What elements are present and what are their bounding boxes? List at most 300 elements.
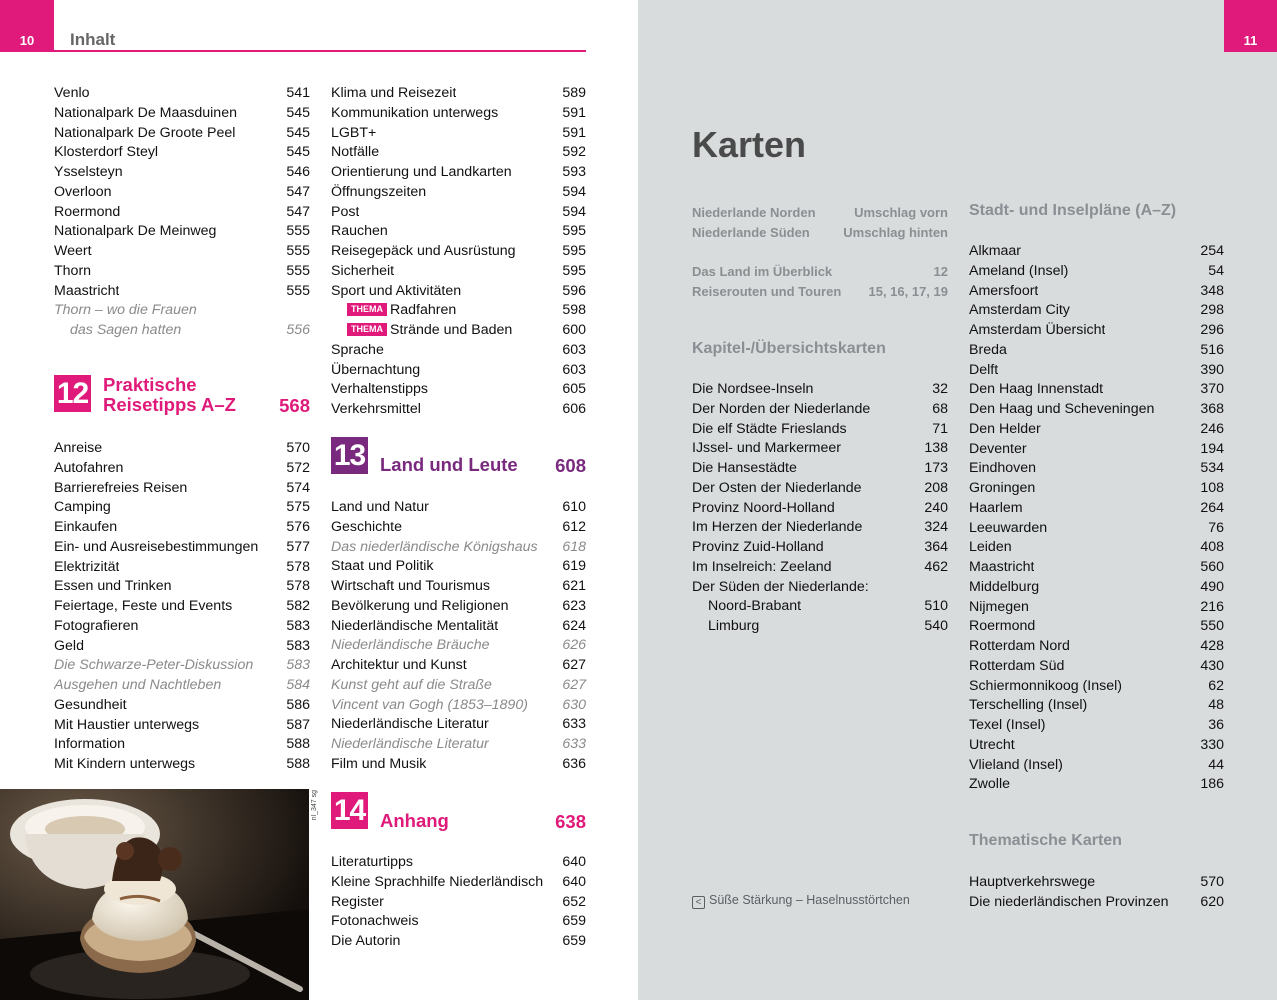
toc-entry-text: Der Osten der Niederlande bbox=[692, 479, 862, 496]
toc-entry-title bbox=[969, 321, 1105, 341]
toc-entry-text: Utrecht bbox=[969, 736, 1015, 753]
toc-entry[interactable] bbox=[969, 677, 1224, 697]
toc-entry[interactable] bbox=[969, 341, 1224, 361]
toc-entry-title bbox=[692, 597, 801, 617]
toc-entry[interactable] bbox=[54, 498, 310, 518]
toc-entry-title bbox=[331, 400, 421, 420]
toc-entry[interactable] bbox=[692, 479, 948, 499]
toc-entry-text: Weert bbox=[54, 243, 92, 259]
toc-entry-page: 324 bbox=[924, 519, 948, 536]
toc-entry[interactable] bbox=[54, 242, 310, 262]
toc-entry-text: Zwolle bbox=[969, 776, 1010, 793]
toc-entry-text: Information bbox=[54, 736, 125, 753]
toc-entry-text: Die Nordsee-Inseln bbox=[692, 381, 814, 397]
toc-entry-page: 659 bbox=[562, 933, 586, 949]
toc-entry-title bbox=[969, 716, 1045, 736]
toc-entry[interactable] bbox=[331, 597, 586, 617]
toc-entry[interactable] bbox=[969, 519, 1224, 539]
toc-entry[interactable] bbox=[331, 84, 586, 104]
toc-entry-page: 15, 16, 17, 19 bbox=[868, 284, 948, 299]
toc-entry-title bbox=[331, 143, 379, 163]
toc-entry[interactable] bbox=[969, 499, 1224, 519]
toc-entry[interactable] bbox=[969, 282, 1224, 302]
toc-entry[interactable] bbox=[54, 538, 310, 558]
toc-entry-title bbox=[54, 301, 197, 321]
toc-entry[interactable] bbox=[54, 735, 310, 755]
toc-entry-text: Barrierefreies Reisen bbox=[54, 479, 188, 496]
toc-entry-text: Delft bbox=[969, 361, 999, 378]
toc-entry-page: 570 bbox=[1200, 874, 1224, 890]
cake-photo bbox=[0, 789, 309, 1000]
toc-entry[interactable] bbox=[692, 538, 948, 558]
toc-entry[interactable] bbox=[969, 756, 1224, 776]
toc-entry[interactable] bbox=[969, 400, 1224, 420]
toc-entry-title bbox=[969, 242, 1021, 262]
toc-entry[interactable] bbox=[969, 459, 1224, 479]
toc-entry-title bbox=[331, 341, 384, 361]
toc-entry-text: Geld bbox=[54, 637, 84, 654]
toc-entry-text: Reisegepäck und Ausrüstung bbox=[331, 243, 516, 259]
toc-entry-title bbox=[331, 84, 456, 104]
toc-entry-page: 541 bbox=[286, 85, 310, 101]
toc-entry[interactable] bbox=[969, 558, 1224, 578]
toc-entry[interactable] bbox=[54, 222, 310, 242]
toc-entry-text: Den Helder bbox=[969, 420, 1041, 437]
toc-entry-page: 12 bbox=[933, 264, 948, 279]
toc-entry[interactable] bbox=[54, 597, 310, 617]
chapter-title-line1: Praktische bbox=[103, 374, 197, 395]
toc-entry-text: Im Inselreich: Zeeland bbox=[692, 558, 832, 575]
toc-entry-title bbox=[331, 715, 489, 735]
toc-entry-page: 570 bbox=[286, 440, 310, 456]
toc-entry[interactable] bbox=[54, 696, 310, 716]
toc-entry[interactable] bbox=[54, 262, 310, 282]
toc-entry-text: Den Haag Innenstadt bbox=[969, 381, 1104, 398]
toc-entry[interactable] bbox=[331, 222, 586, 242]
toc-entry[interactable] bbox=[54, 301, 310, 321]
toc-entry-page: 48 bbox=[1208, 697, 1224, 714]
chapter-13-heading[interactable] bbox=[331, 437, 586, 477]
toc-entry-text: Ameland (Insel) bbox=[969, 262, 1069, 279]
toc-entry-page: 264 bbox=[1200, 499, 1224, 516]
chapter-maps-list bbox=[692, 380, 948, 637]
toc-entry-title bbox=[692, 400, 870, 420]
toc-entry-title bbox=[331, 597, 508, 617]
toc-entry-text: Middelburg bbox=[969, 578, 1040, 595]
toc-entry[interactable] bbox=[54, 755, 310, 775]
toc-entry[interactable] bbox=[969, 637, 1224, 657]
toc-entry-page: 555 bbox=[286, 223, 310, 240]
toc-entry-page: 610 bbox=[562, 499, 586, 515]
toc-entry-page: 623 bbox=[562, 597, 586, 614]
toc-entry-page: 254 bbox=[1200, 243, 1224, 259]
toc-entry-title bbox=[54, 459, 123, 479]
toc-entry-title bbox=[54, 597, 232, 617]
toc-entry-text: Haarlem bbox=[969, 499, 1023, 516]
toc-entry-page: 547 bbox=[286, 203, 310, 220]
toc-entry-page: 630 bbox=[562, 696, 586, 713]
toc-entry-text: Der Norden der Niederlande bbox=[692, 400, 871, 417]
toc-entry-title bbox=[692, 282, 841, 302]
thematic-maps-list bbox=[969, 873, 1224, 913]
toc-entry-title bbox=[54, 716, 199, 736]
toc-entry[interactable] bbox=[969, 696, 1224, 716]
chapter-number: 13 bbox=[331, 437, 368, 474]
toc-entry-title bbox=[692, 203, 816, 223]
toc-entry-page: 600 bbox=[562, 322, 586, 338]
toc-entry-title bbox=[54, 104, 237, 124]
toc-entry-text: Fotografieren bbox=[54, 617, 139, 634]
toc-entry-page: 584 bbox=[286, 677, 310, 693]
toc-entry-page: 574 bbox=[286, 479, 310, 496]
toc-entry-text: Ausgehen und Nachtleben bbox=[54, 677, 222, 693]
toc-entry[interactable] bbox=[54, 518, 310, 538]
toc-entry-title bbox=[331, 380, 428, 400]
toc-entry[interactable] bbox=[969, 479, 1224, 499]
toc-entry-title bbox=[54, 242, 92, 262]
toc-entry-text: Notfälle bbox=[331, 144, 380, 161]
toc-entry-title bbox=[54, 321, 181, 341]
toc-entry[interactable] bbox=[969, 321, 1224, 341]
hazelnut-tartlet-image bbox=[0, 789, 309, 1000]
toc-entry[interactable] bbox=[331, 301, 586, 321]
toc-entry-text: Terschelling (Insel) bbox=[969, 697, 1088, 714]
toc-entry[interactable] bbox=[692, 597, 948, 617]
toc-entry-title bbox=[969, 538, 1012, 558]
toc-entry-title bbox=[331, 301, 456, 321]
toc-entry-title bbox=[331, 676, 492, 696]
toc-entry[interactable] bbox=[54, 183, 310, 203]
toc-entry-text: Texel (Insel) bbox=[969, 717, 1046, 733]
toc-entry-title bbox=[969, 380, 1103, 400]
toc-entry[interactable] bbox=[331, 380, 586, 400]
toc-entry-page: 588 bbox=[286, 736, 310, 753]
toc-entry-text: Klosterdorf Steyl bbox=[54, 144, 159, 161]
toc-entry[interactable] bbox=[331, 715, 586, 735]
toc-entry-text: Amsterdam Übersicht bbox=[969, 322, 1106, 338]
toc-entry[interactable] bbox=[331, 341, 586, 361]
toc-entry-text: Niederlande Süden bbox=[692, 225, 810, 240]
toc-entry-page: 62 bbox=[1208, 677, 1224, 694]
toc-entry-title bbox=[969, 400, 1154, 420]
toc-entry[interactable] bbox=[692, 617, 948, 637]
toc-entry-page: 555 bbox=[286, 282, 310, 299]
toc-entry-text: Einkaufen bbox=[54, 519, 118, 535]
toc-entry-text: Ysselsteyn bbox=[54, 164, 123, 180]
toc-entry-title bbox=[692, 538, 824, 558]
toc-entry[interactable] bbox=[54, 479, 310, 499]
toc-entry[interactable] bbox=[331, 361, 586, 381]
toc-entry[interactable] bbox=[692, 400, 948, 420]
toc-entry[interactable] bbox=[331, 577, 586, 597]
toc-entry[interactable] bbox=[331, 400, 586, 420]
toc-entry[interactable] bbox=[692, 439, 948, 459]
toc-entry-title bbox=[969, 677, 1122, 697]
toc-list-col2-bottom bbox=[331, 853, 586, 952]
toc-entry-page: 534 bbox=[1200, 460, 1224, 477]
toc-entry-page: 370 bbox=[1200, 381, 1224, 398]
toc-entry[interactable] bbox=[54, 558, 310, 578]
toc-entry-text: Noord-Brabant bbox=[708, 598, 802, 615]
toc-entry[interactable] bbox=[54, 459, 310, 479]
toc-entry[interactable] bbox=[969, 380, 1224, 400]
toc-entry-title bbox=[331, 222, 388, 242]
toc-entry-text: Alkmaar bbox=[969, 243, 1022, 259]
toc-entry[interactable] bbox=[331, 183, 586, 203]
toc-entry-page: 606 bbox=[562, 401, 586, 417]
toc-entry[interactable] bbox=[331, 143, 586, 163]
toc-entry-title bbox=[969, 893, 1169, 913]
toc-entry[interactable] bbox=[969, 242, 1224, 262]
toc-entry-page: 138 bbox=[924, 440, 948, 457]
toc-entry-title bbox=[969, 479, 1035, 499]
toc-entry[interactable] bbox=[331, 735, 586, 755]
chapter-12-heading[interactable] bbox=[54, 375, 310, 415]
toc-entry[interactable] bbox=[54, 143, 310, 163]
toc-entry[interactable] bbox=[331, 696, 586, 716]
toc-entry[interactable] bbox=[331, 203, 586, 223]
toc-entry-page: 173 bbox=[924, 460, 948, 476]
toc-entry-text: Provinz Zuid-Holland bbox=[692, 539, 824, 555]
toc-entry-text: Feiertage, Feste und Events bbox=[54, 598, 233, 614]
toc-entry[interactable] bbox=[692, 262, 948, 282]
chapter-number: 14 bbox=[331, 792, 368, 829]
photo-credit: nl_347 sg bbox=[311, 790, 318, 821]
toc-entry-page: 408 bbox=[1200, 539, 1224, 556]
toc-entry[interactable] bbox=[54, 203, 310, 223]
toc-entry[interactable] bbox=[331, 676, 586, 696]
toc-entry[interactable] bbox=[54, 104, 310, 124]
toc-entry-page: 577 bbox=[286, 538, 310, 555]
toc-entry[interactable] bbox=[331, 124, 586, 144]
toc-entry[interactable] bbox=[54, 163, 310, 183]
chapter-14-heading[interactable] bbox=[331, 792, 586, 832]
toc-entry-title bbox=[969, 420, 1041, 440]
toc-entry[interactable] bbox=[969, 301, 1224, 321]
toc-entry[interactable] bbox=[692, 558, 948, 578]
toc-entry[interactable] bbox=[969, 420, 1224, 440]
toc-entry-title bbox=[692, 380, 813, 400]
toc-entry[interactable] bbox=[969, 617, 1224, 637]
toc-entry-text: Ein- und Ausreisebestimmungen bbox=[54, 538, 259, 555]
toc-entry-title bbox=[331, 498, 429, 518]
toc-entry[interactable] bbox=[969, 873, 1224, 893]
toc-entry-text: Film und Musik bbox=[331, 755, 427, 772]
toc-entry-title bbox=[331, 617, 498, 637]
toc-entry-title bbox=[331, 735, 489, 755]
toc-entry-page: 588 bbox=[286, 756, 310, 772]
toc-entry[interactable] bbox=[54, 577, 310, 597]
toc-entry-page: 240 bbox=[924, 499, 948, 516]
toc-entry-text: Sicherheit bbox=[331, 262, 395, 279]
toc-entry-page: 640 bbox=[562, 854, 586, 870]
toc-entry-text: Gesundheit bbox=[54, 696, 127, 713]
toc-entry[interactable] bbox=[969, 893, 1224, 913]
toc-entry-page: 555 bbox=[286, 243, 310, 259]
toc-entry-page: 330 bbox=[1200, 736, 1224, 753]
toc-entry[interactable] bbox=[54, 716, 310, 736]
toc-entry-title bbox=[969, 341, 1007, 361]
toc-entry[interactable] bbox=[331, 242, 586, 262]
toc-entry-title bbox=[54, 518, 117, 538]
toc-entry-text: Bevölkerung und Religionen bbox=[331, 597, 509, 614]
toc-entry[interactable] bbox=[331, 617, 586, 637]
toc-entry[interactable] bbox=[331, 321, 586, 341]
toc-entry[interactable] bbox=[54, 84, 310, 104]
toc-entry[interactable] bbox=[331, 853, 586, 873]
toc-entry-page: 575 bbox=[286, 499, 310, 516]
toc-entry[interactable] bbox=[969, 538, 1224, 558]
toc-entry-text: Literaturtipps bbox=[331, 854, 414, 870]
toc-entry[interactable] bbox=[54, 282, 310, 302]
toc-entry-text: Nationalpark De Groote Peel bbox=[54, 124, 236, 141]
toc-entry[interactable] bbox=[54, 321, 310, 341]
toc-entry[interactable] bbox=[969, 598, 1224, 618]
toc-entry-text: Schiermonnikoog (Insel) bbox=[969, 677, 1122, 694]
toc-entry-page: Umschlag vorn bbox=[854, 205, 948, 220]
toc-entry[interactable] bbox=[331, 755, 586, 775]
toc-entry-text: Architektur und Kunst bbox=[331, 657, 467, 673]
toc-entry[interactable] bbox=[331, 893, 586, 913]
toc-entry-text: Register bbox=[331, 893, 384, 910]
toc-entry-title bbox=[969, 361, 998, 381]
toc-entry[interactable] bbox=[692, 380, 948, 400]
toc-entry[interactable] bbox=[692, 420, 948, 440]
toc-entry-title bbox=[331, 577, 490, 597]
toc-entry-page: 545 bbox=[286, 104, 310, 121]
toc-entry-title bbox=[54, 183, 112, 203]
toc-entry[interactable] bbox=[331, 498, 586, 518]
toc-entry[interactable] bbox=[969, 361, 1224, 381]
toc-entry-page: 510 bbox=[924, 598, 948, 615]
toc-entry[interactable] bbox=[54, 676, 310, 696]
toc-entry-title bbox=[692, 479, 862, 499]
toc-entry-text: Rotterdam Nord bbox=[969, 638, 1070, 654]
toc-entry-page: 591 bbox=[562, 104, 586, 121]
toc-entry-page: 32 bbox=[932, 381, 948, 397]
toc-entry[interactable] bbox=[692, 518, 948, 538]
toc-entry[interactable] bbox=[692, 203, 948, 223]
toc-entry-title bbox=[54, 479, 187, 499]
toc-entry-title bbox=[331, 538, 538, 558]
toc-entry[interactable] bbox=[331, 538, 586, 558]
toc-entry-text: Roermond bbox=[969, 618, 1036, 635]
toc-entry[interactable] bbox=[54, 617, 310, 637]
toc-entry-text: Thorn – wo die Frauen bbox=[54, 302, 197, 319]
toc-entry-page: 390 bbox=[1200, 361, 1224, 378]
toc-entry[interactable] bbox=[692, 578, 948, 598]
toc-entry-text: Kommunikation unterwegs bbox=[331, 104, 499, 121]
toc-entry-text: Niederländische Mentalität bbox=[331, 617, 499, 634]
toc-entry-text: Niederländische Literatur bbox=[331, 736, 489, 752]
toc-entry-page: 591 bbox=[562, 124, 586, 141]
toc-entry-page: 582 bbox=[286, 598, 310, 614]
toc-entry-page: 296 bbox=[1200, 322, 1224, 338]
toc-entry-page: 583 bbox=[286, 657, 310, 674]
toc-entry[interactable] bbox=[969, 716, 1224, 736]
toc-entry[interactable] bbox=[54, 656, 310, 676]
toc-entry[interactable] bbox=[969, 775, 1224, 795]
chapter-page: 638 bbox=[555, 811, 586, 832]
toc-entry-page: 596 bbox=[562, 282, 586, 299]
toc-entry[interactable] bbox=[331, 282, 586, 302]
toc-entry-title bbox=[331, 873, 543, 893]
toc-entry-text: Die elf Städte Frieslands bbox=[692, 420, 847, 437]
toc-entry-title bbox=[692, 578, 869, 598]
chapter-title: Land und Leute bbox=[380, 454, 518, 475]
toc-entry[interactable] bbox=[331, 163, 586, 183]
toc-entry[interactable] bbox=[969, 262, 1224, 282]
toc-entry[interactable] bbox=[331, 873, 586, 893]
toc-entry-title bbox=[969, 282, 1038, 302]
toc-entry[interactable] bbox=[969, 657, 1224, 677]
toc-entry[interactable] bbox=[692, 459, 948, 479]
toc-entry[interactable] bbox=[331, 518, 586, 538]
toc-entry[interactable] bbox=[331, 656, 586, 676]
toc-entry[interactable] bbox=[331, 557, 586, 577]
toc-entry-page: 594 bbox=[562, 183, 586, 200]
toc-entry-text: Wirtschaft und Tourismus bbox=[331, 578, 491, 594]
toc-entry[interactable] bbox=[54, 124, 310, 144]
toc-entry[interactable] bbox=[969, 736, 1224, 756]
toc-entry-title bbox=[54, 696, 127, 716]
toc-entry[interactable] bbox=[331, 262, 586, 282]
toc-entry-page: 428 bbox=[1200, 638, 1224, 654]
toc-entry-page: 594 bbox=[562, 203, 586, 220]
toc-entry-title bbox=[331, 656, 467, 676]
toc-entry-page: 578 bbox=[286, 578, 310, 595]
toc-entry-page: 555 bbox=[286, 262, 310, 279]
toc-entry[interactable] bbox=[692, 499, 948, 519]
toc-entry-page: 598 bbox=[562, 302, 586, 319]
toc-entry[interactable] bbox=[331, 932, 586, 952]
toc-entry[interactable] bbox=[969, 578, 1224, 598]
toc-entry-title bbox=[969, 262, 1068, 282]
toc-entry[interactable] bbox=[692, 223, 948, 243]
toc-entry-page: 595 bbox=[562, 223, 586, 240]
toc-entry-title bbox=[969, 736, 1015, 756]
toc-entry-page: 621 bbox=[562, 578, 586, 594]
toc-entry-page: 640 bbox=[562, 873, 586, 890]
toc-entry-page: 589 bbox=[562, 85, 586, 101]
toc-entry-title bbox=[969, 459, 1036, 479]
toc-entry[interactable] bbox=[54, 637, 310, 657]
toc-entry-text: Klima und Reisezeit bbox=[331, 85, 457, 101]
toc-entry-title bbox=[331, 853, 413, 873]
toc-entry-title bbox=[54, 439, 102, 459]
toc-entry-page: 76 bbox=[1208, 519, 1224, 536]
toc-entry-page: 44 bbox=[1208, 756, 1224, 773]
toc-entry-text: Overloon bbox=[54, 183, 112, 200]
toc-entry[interactable] bbox=[54, 439, 310, 459]
toc-entry[interactable] bbox=[692, 282, 948, 302]
toc-entry-title bbox=[692, 262, 832, 282]
toc-entry-page: 603 bbox=[562, 341, 586, 358]
toc-entry-page: 605 bbox=[562, 381, 586, 398]
toc-entry[interactable] bbox=[331, 104, 586, 124]
toc-entry-page: 595 bbox=[562, 243, 586, 259]
toc-entry[interactable] bbox=[331, 912, 586, 932]
toc-entry-page: Umschlag hinten bbox=[843, 225, 948, 240]
toc-entry-page: 624 bbox=[562, 617, 586, 634]
toc-entry-text: Übernachtung bbox=[331, 361, 421, 378]
toc-entry-page: 583 bbox=[286, 617, 310, 634]
page-title: Karten bbox=[692, 124, 807, 165]
toc-entry-page: 633 bbox=[562, 716, 586, 733]
toc-entry[interactable] bbox=[969, 440, 1224, 460]
toc-entry-page: 246 bbox=[1200, 420, 1224, 437]
toc-entry[interactable] bbox=[331, 636, 586, 656]
